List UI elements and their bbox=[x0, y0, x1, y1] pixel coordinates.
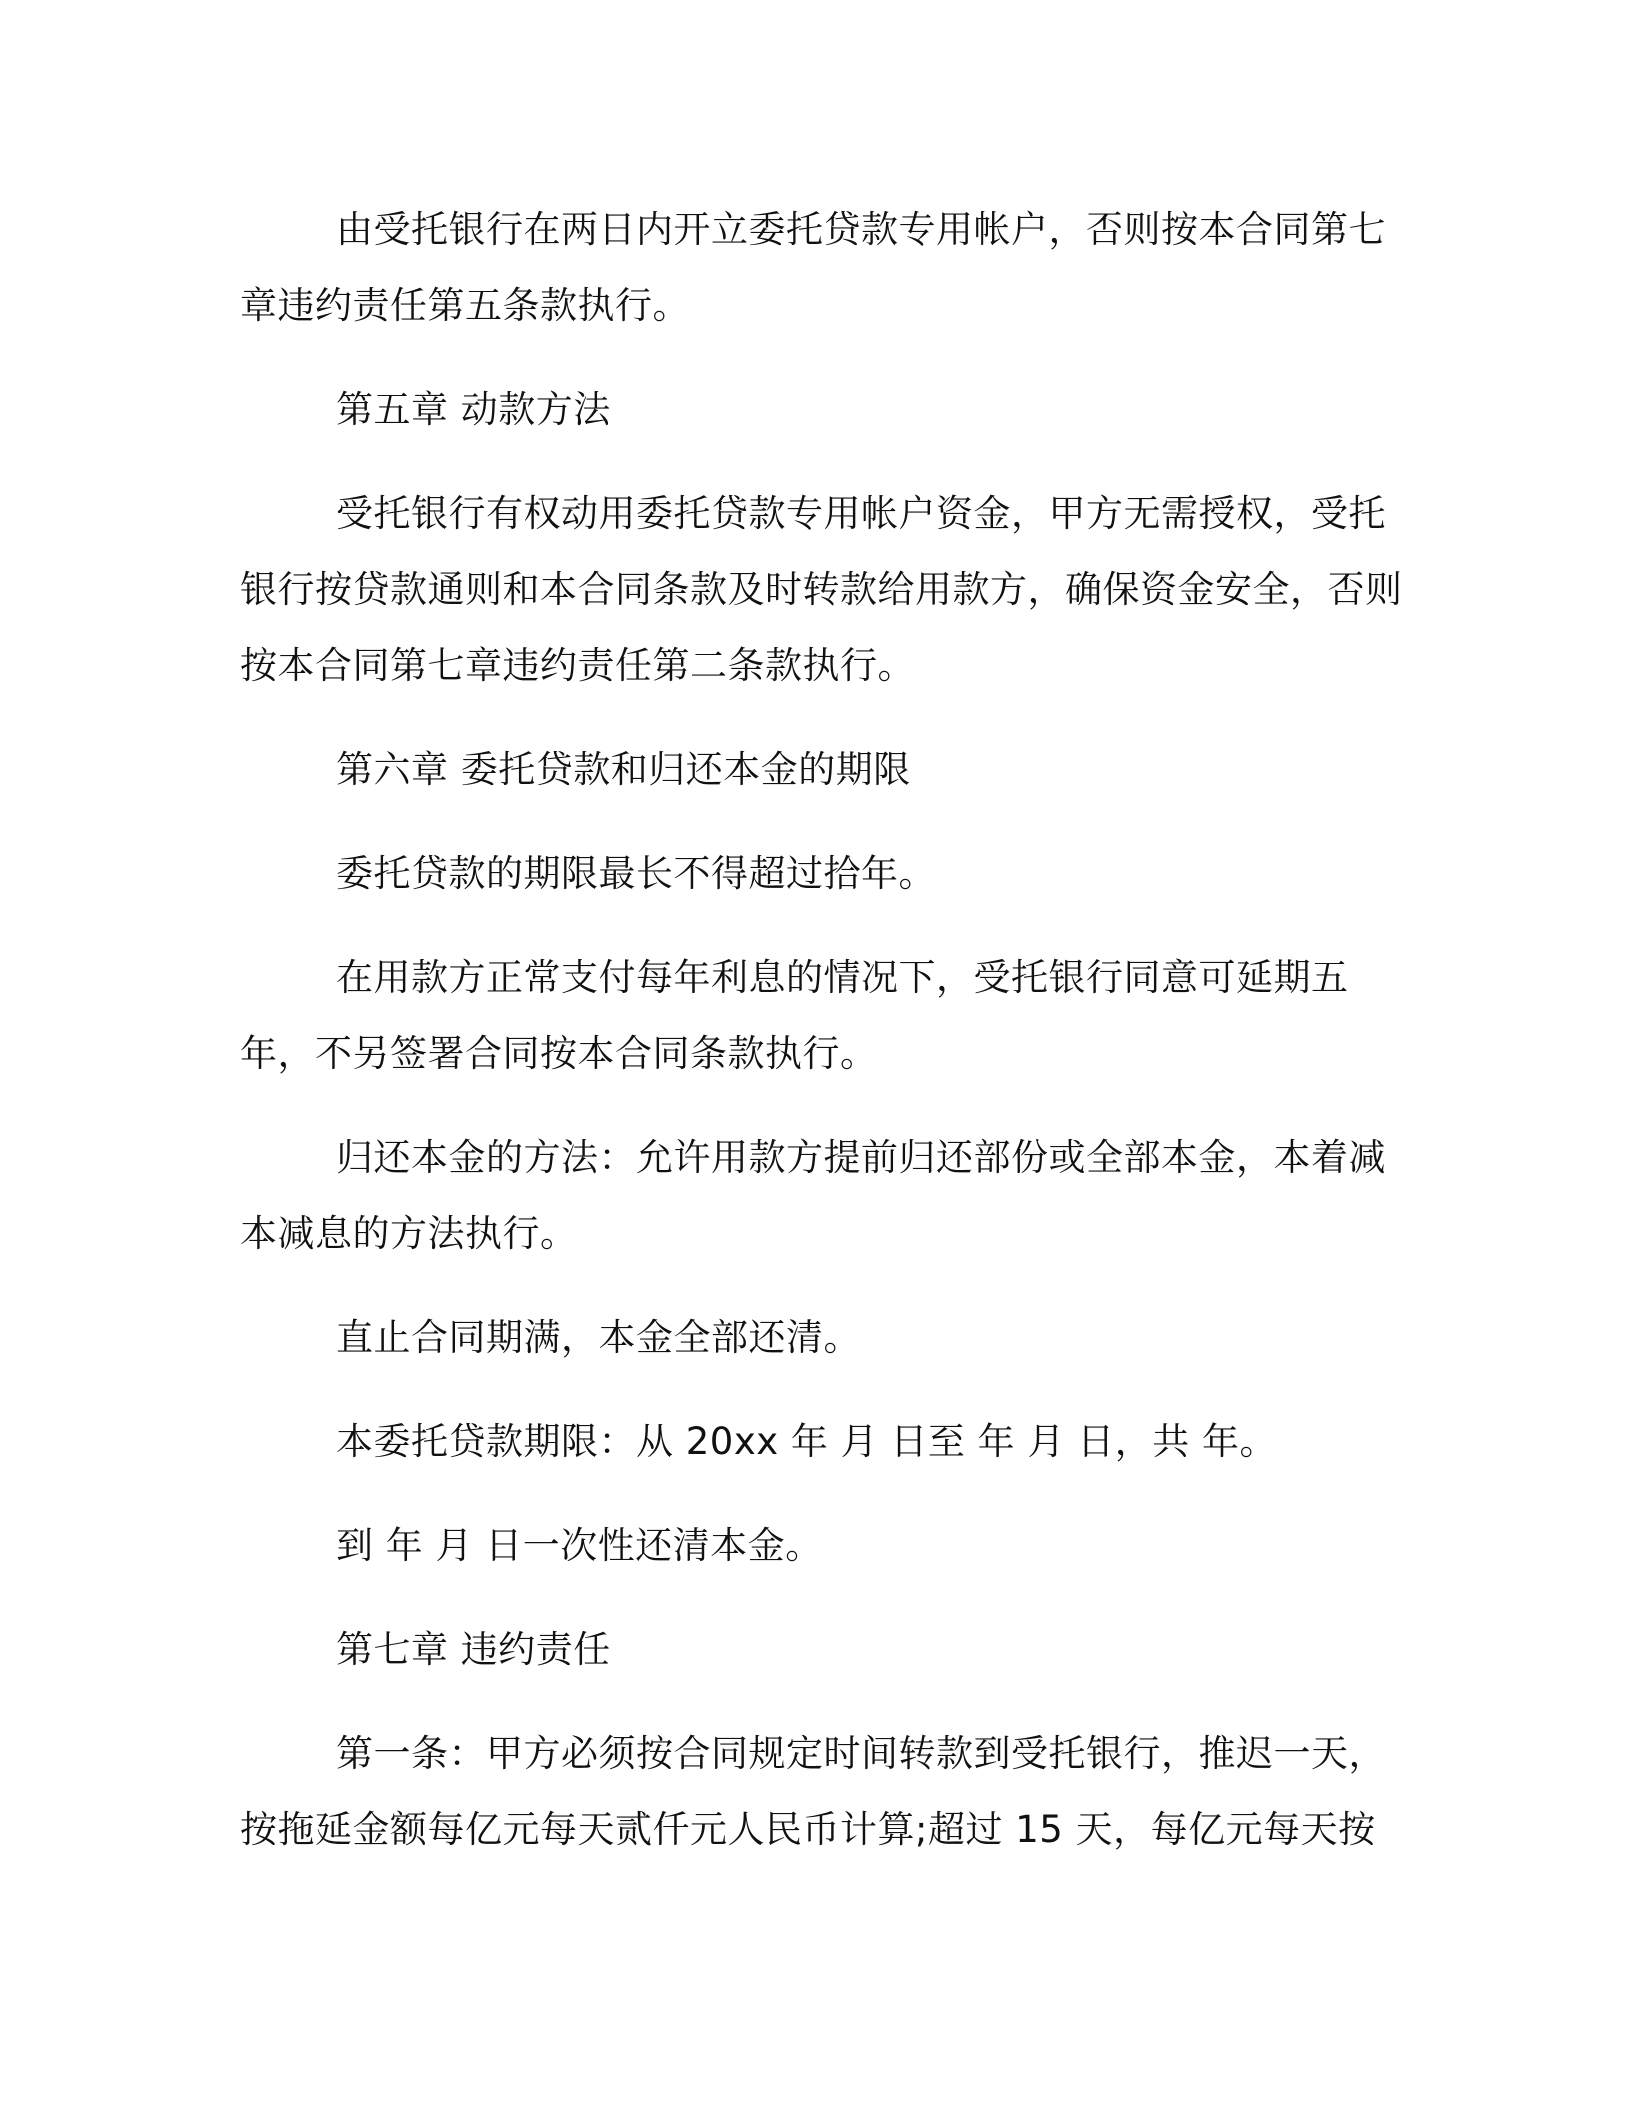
paragraph-lump-sum-date: 到 年 月 日一次性还清本金。 bbox=[336, 1524, 823, 1567]
paragraph-account-opening: 由受托银行在两日内开立委托贷款专用帐户，否则按本合同第七章违约责任第五条款执行。 bbox=[240, 208, 1386, 327]
chapter-6-heading: 第六章 委托贷款和归还本金的期限 bbox=[336, 748, 911, 791]
chapter-7-heading: 第七章 违约责任 bbox=[336, 1628, 611, 1671]
paragraph-full-repayment: 直止合同期满，本金全部还清。 bbox=[336, 1316, 861, 1359]
document-body bbox=[240, 192, 1420, 1896]
paragraph-article-1: 第一条：甲方必须按合同规定时间转款到受托银行，推迟一天，按拖延金额每亿元每天贰仟元人民币计算;超过 15 天，每亿元每天按 bbox=[240, 1732, 1386, 1851]
paragraph-loan-term-limit: 委托贷款的期限最长不得超过拾年。 bbox=[336, 852, 936, 895]
paragraph-fund-usage: 受托银行有权动用委托贷款专用帐户资金，甲方无需授权，受托银行按贷款通则和本合同条款及时转款给用款方，确保资金安全，否则按本合同第七章违约责任第二条款执行。 bbox=[240, 492, 1403, 687]
paragraph-repayment-method: 归还本金的方法：允许用款方提前归还部份或全部本金，本着减本减息的方法执行。 bbox=[240, 1136, 1386, 1255]
paragraph-extension: 在用款方正常支付每年利息的情况下，受托银行同意可延期五年，不另签署合同按本合同条款执行。 bbox=[240, 956, 1349, 1075]
paragraph-loan-period: 本委托贷款期限：从 20xx 年 月 日至 年 月 日，共 年。 bbox=[336, 1420, 1277, 1463]
chapter-5-heading: 第五章 动款方法 bbox=[336, 388, 611, 431]
